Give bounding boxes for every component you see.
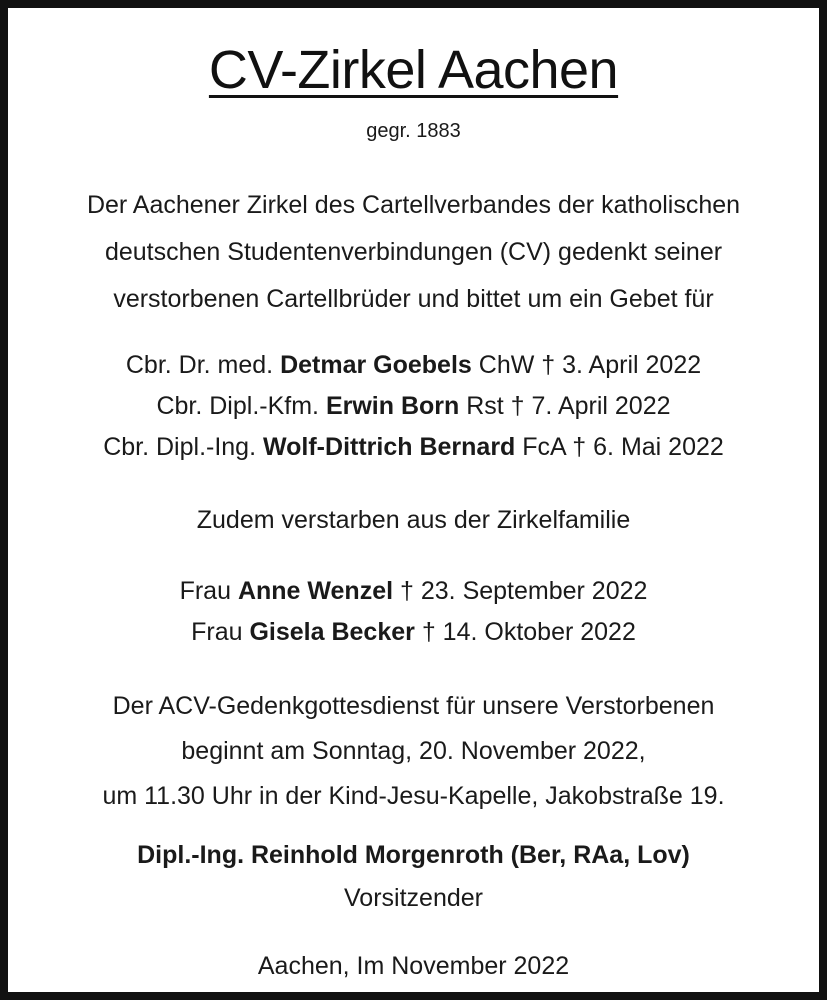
service-line: Der ACV-Gedenkgottesdienst für unsere Verstorbenen [112, 692, 715, 720]
place-and-date: Aachen, Im November 2022 [257, 952, 570, 980]
family-prefix: Frau [191, 618, 243, 646]
deceased-member [16, 386, 811, 427]
signatory-name: Dipl.-Ing. Reinhold Morgenroth (Ber, RAa, Lov) [137, 841, 690, 869]
member-prefix: Cbr. Dipl.-Ing. [103, 433, 257, 461]
intro-line: deutschen Studentenverbindungen (CV) gedenkt seiner [104, 238, 723, 266]
founded-year: gegr. 1883 [366, 120, 461, 142]
member-name: Wolf-Dittrich Bernard [263, 433, 516, 461]
intro-line: Der Aachener Zirkel des Cartellverbandes der katholischen [86, 191, 741, 219]
service-line: um 11.30 Uhr in der Kind-Jesu-Kapelle, Jakobstraße 19. [102, 782, 725, 810]
deceased-family-member [16, 612, 811, 653]
signature-block [16, 834, 811, 920]
member-name: Detmar Goebels [280, 351, 472, 379]
deceased-member [16, 427, 811, 468]
notice-content [16, 16, 811, 984]
family-suffix: † 14. Oktober 2022 [421, 618, 636, 646]
family-intro-text: Zudem verstarben aus der Zirkelfamilie [196, 506, 631, 534]
family-name: Gisela Becker [249, 618, 415, 646]
memorial-service-paragraph [16, 684, 811, 819]
member-suffix: FcA † 6. Mai 2022 [522, 433, 724, 461]
deceased-family-member [16, 571, 811, 612]
member-name: Erwin Born [325, 392, 460, 420]
notice-title [16, 38, 811, 102]
service-line: beginnt am Sonntag, 20. November 2022, [181, 737, 646, 765]
deceased-member [16, 345, 811, 386]
member-suffix: ChW † 3. April 2022 [478, 351, 702, 379]
member-prefix: Cbr. Dipl.-Kfm. [156, 392, 319, 420]
family-prefix: Frau [179, 577, 231, 605]
deceased-family-list [16, 571, 811, 653]
member-prefix: Cbr. Dr. med. [125, 351, 274, 379]
family-suffix: † 23. September 2022 [400, 577, 648, 605]
member-suffix: Rst † 7. April 2022 [466, 392, 671, 420]
family-name: Anne Wenzel [237, 577, 394, 605]
deceased-members-list [16, 345, 811, 468]
title-text: CV-Zirkel Aachen [208, 40, 619, 100]
signatory-role: Vorsitzender [344, 884, 483, 912]
intro-line: verstorbenen Cartellbrüder und bittet um ein Gebet für [113, 285, 714, 313]
intro-paragraph [16, 182, 811, 323]
